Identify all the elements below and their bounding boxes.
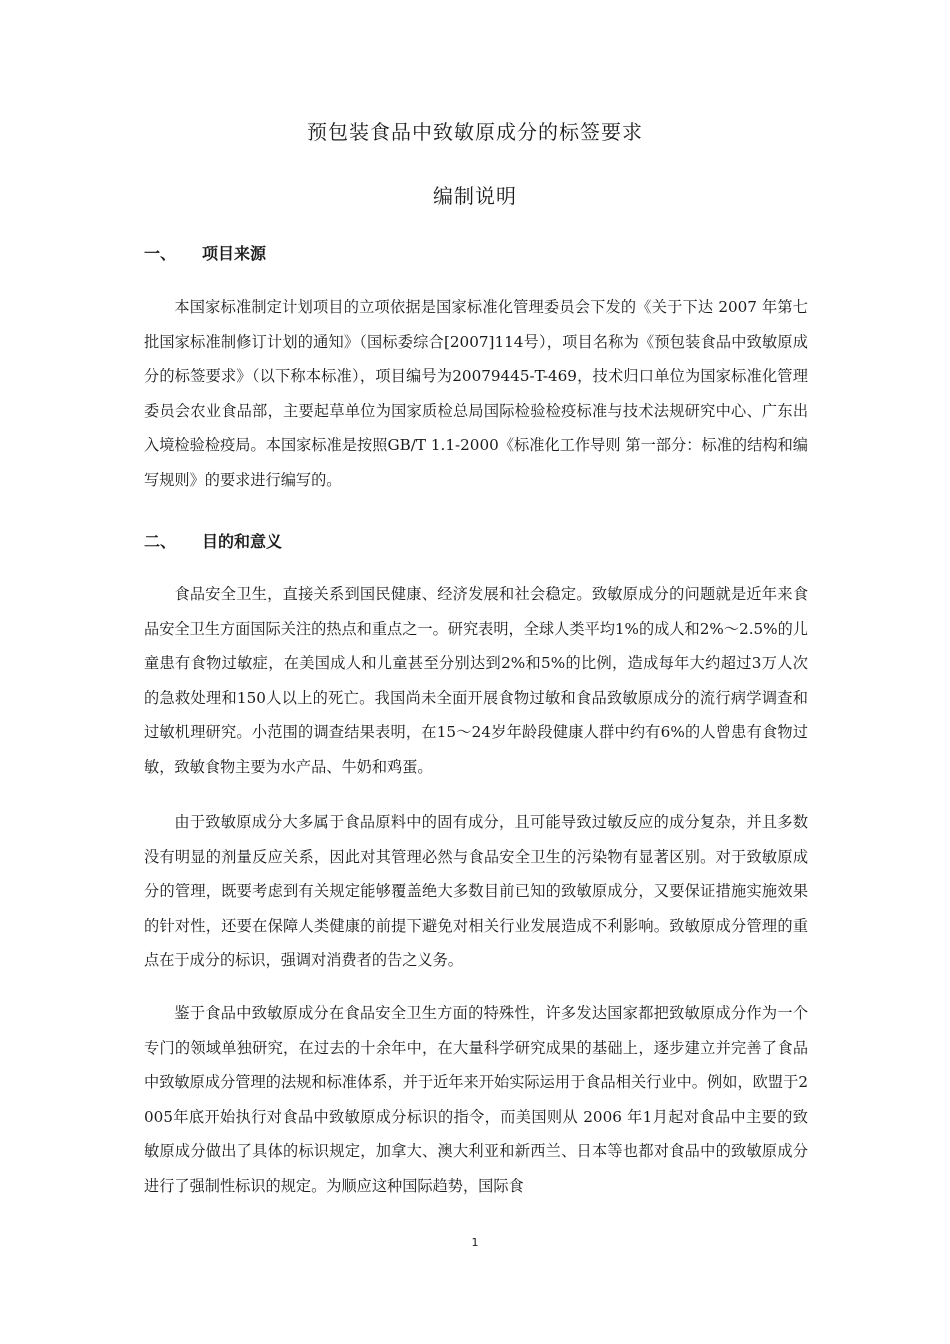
section-heading-purpose <box>144 530 282 554</box>
paragraph: 食品安全卫生，直接关系到国民健康、经济发展和社会稳定。致敏原成分的问题就是近年来食品安全卫生方面国际关注的热点和重点之一。研究表明，全球人类平均1%的成人和2%～2.5%的儿童患有食物过敏症，在美国成人和儿童甚至分别达到2%和5%的比例，造成每年大约超过3万人次的急救处理和150人以上的死亡。我国尚未全面开展食物过敏和食品致敏原成分的流行病学调查和过敏机理研究。小范围的调查结果表明，在15～24岁年龄段健康人群中约有6%的人曾患有食物过敏，致敏食物主要为水产品、牛奶和鸡蛋。 <box>144 585 808 776</box>
document-subtitle: 编制说明 <box>433 184 517 208</box>
section-title: 项目来源 <box>202 244 267 263</box>
paragraph: 本国家标准制定计划项目的立项依据是国家标准化管理委员会下发的《关于下达 2007 年第七批国家标准制修订计划的通知》（国标委综合[2007]114号），项目名称为《预包装食品中致敏原成分的标签要求》（以下称本标准），项目编号为20079445-T-469，技术归口单位为国家标准化管理委员会农业食品部，主要起草单位为国家质检总局国际检验检疫标准与技术法规研究中心、广东出入境检验检疫局。本国家标准是按照GB/T 1.1-2000《标准化工作导则 第一部分：标准的结构和编写规则》的要求进行编写的。 <box>144 298 808 489</box>
section-heading-project-source <box>144 242 266 266</box>
paragraph: 鉴于食品中致敏原成分在食品安全卫生方面的特殊性，许多发达国家都把致敏原成分作为一个专门的领域单独研究，在过去的十余年中，在大量科学研究成果的基础上，逐步建立并完善了食品中致敏原成分管理的法规和标准体系，并于近年来开始实际运用于食品相关行业中。例如，欧盟于2005年底开始执行对食品中致敏原成分标识的指令，而美国则从 2006 年1月起对食品中主要的致敏原成分做出了具体的标识规定，加拿大、澳大利亚和新西兰、日本等也都对食品中的致敏原成分进行了强制性标识的规定。为顺应这种国际趋势，国际食 <box>144 1004 808 1195</box>
section-title: 目的和意义 <box>202 532 283 551</box>
paragraph: 由于致敏原成分大多属于食品原料中的固有成分，且可能导致过敏反应的成分复杂，并且多数没有明显的剂量反应关系，因此对其管理必然与食品安全卫生的污染物有显著区别。对于致敏原成分的管理，既要考虑到有关规定能够覆盖绝大多数目前已知的致敏原成分，又要保证措施实施效果的针对性，还要在保障人类健康的前提下避免对相关行业发展造成不利影响。致敏原成分管理的重点在于成分的标识，强调对消费者的告之义务。 <box>144 813 808 970</box>
section-number: 一、 <box>144 244 177 263</box>
page-number: 1 <box>471 1236 479 1249</box>
document-title: 预包装食品中致敏原成分的标签要求 <box>307 120 643 144</box>
section-number: 二、 <box>144 532 177 551</box>
